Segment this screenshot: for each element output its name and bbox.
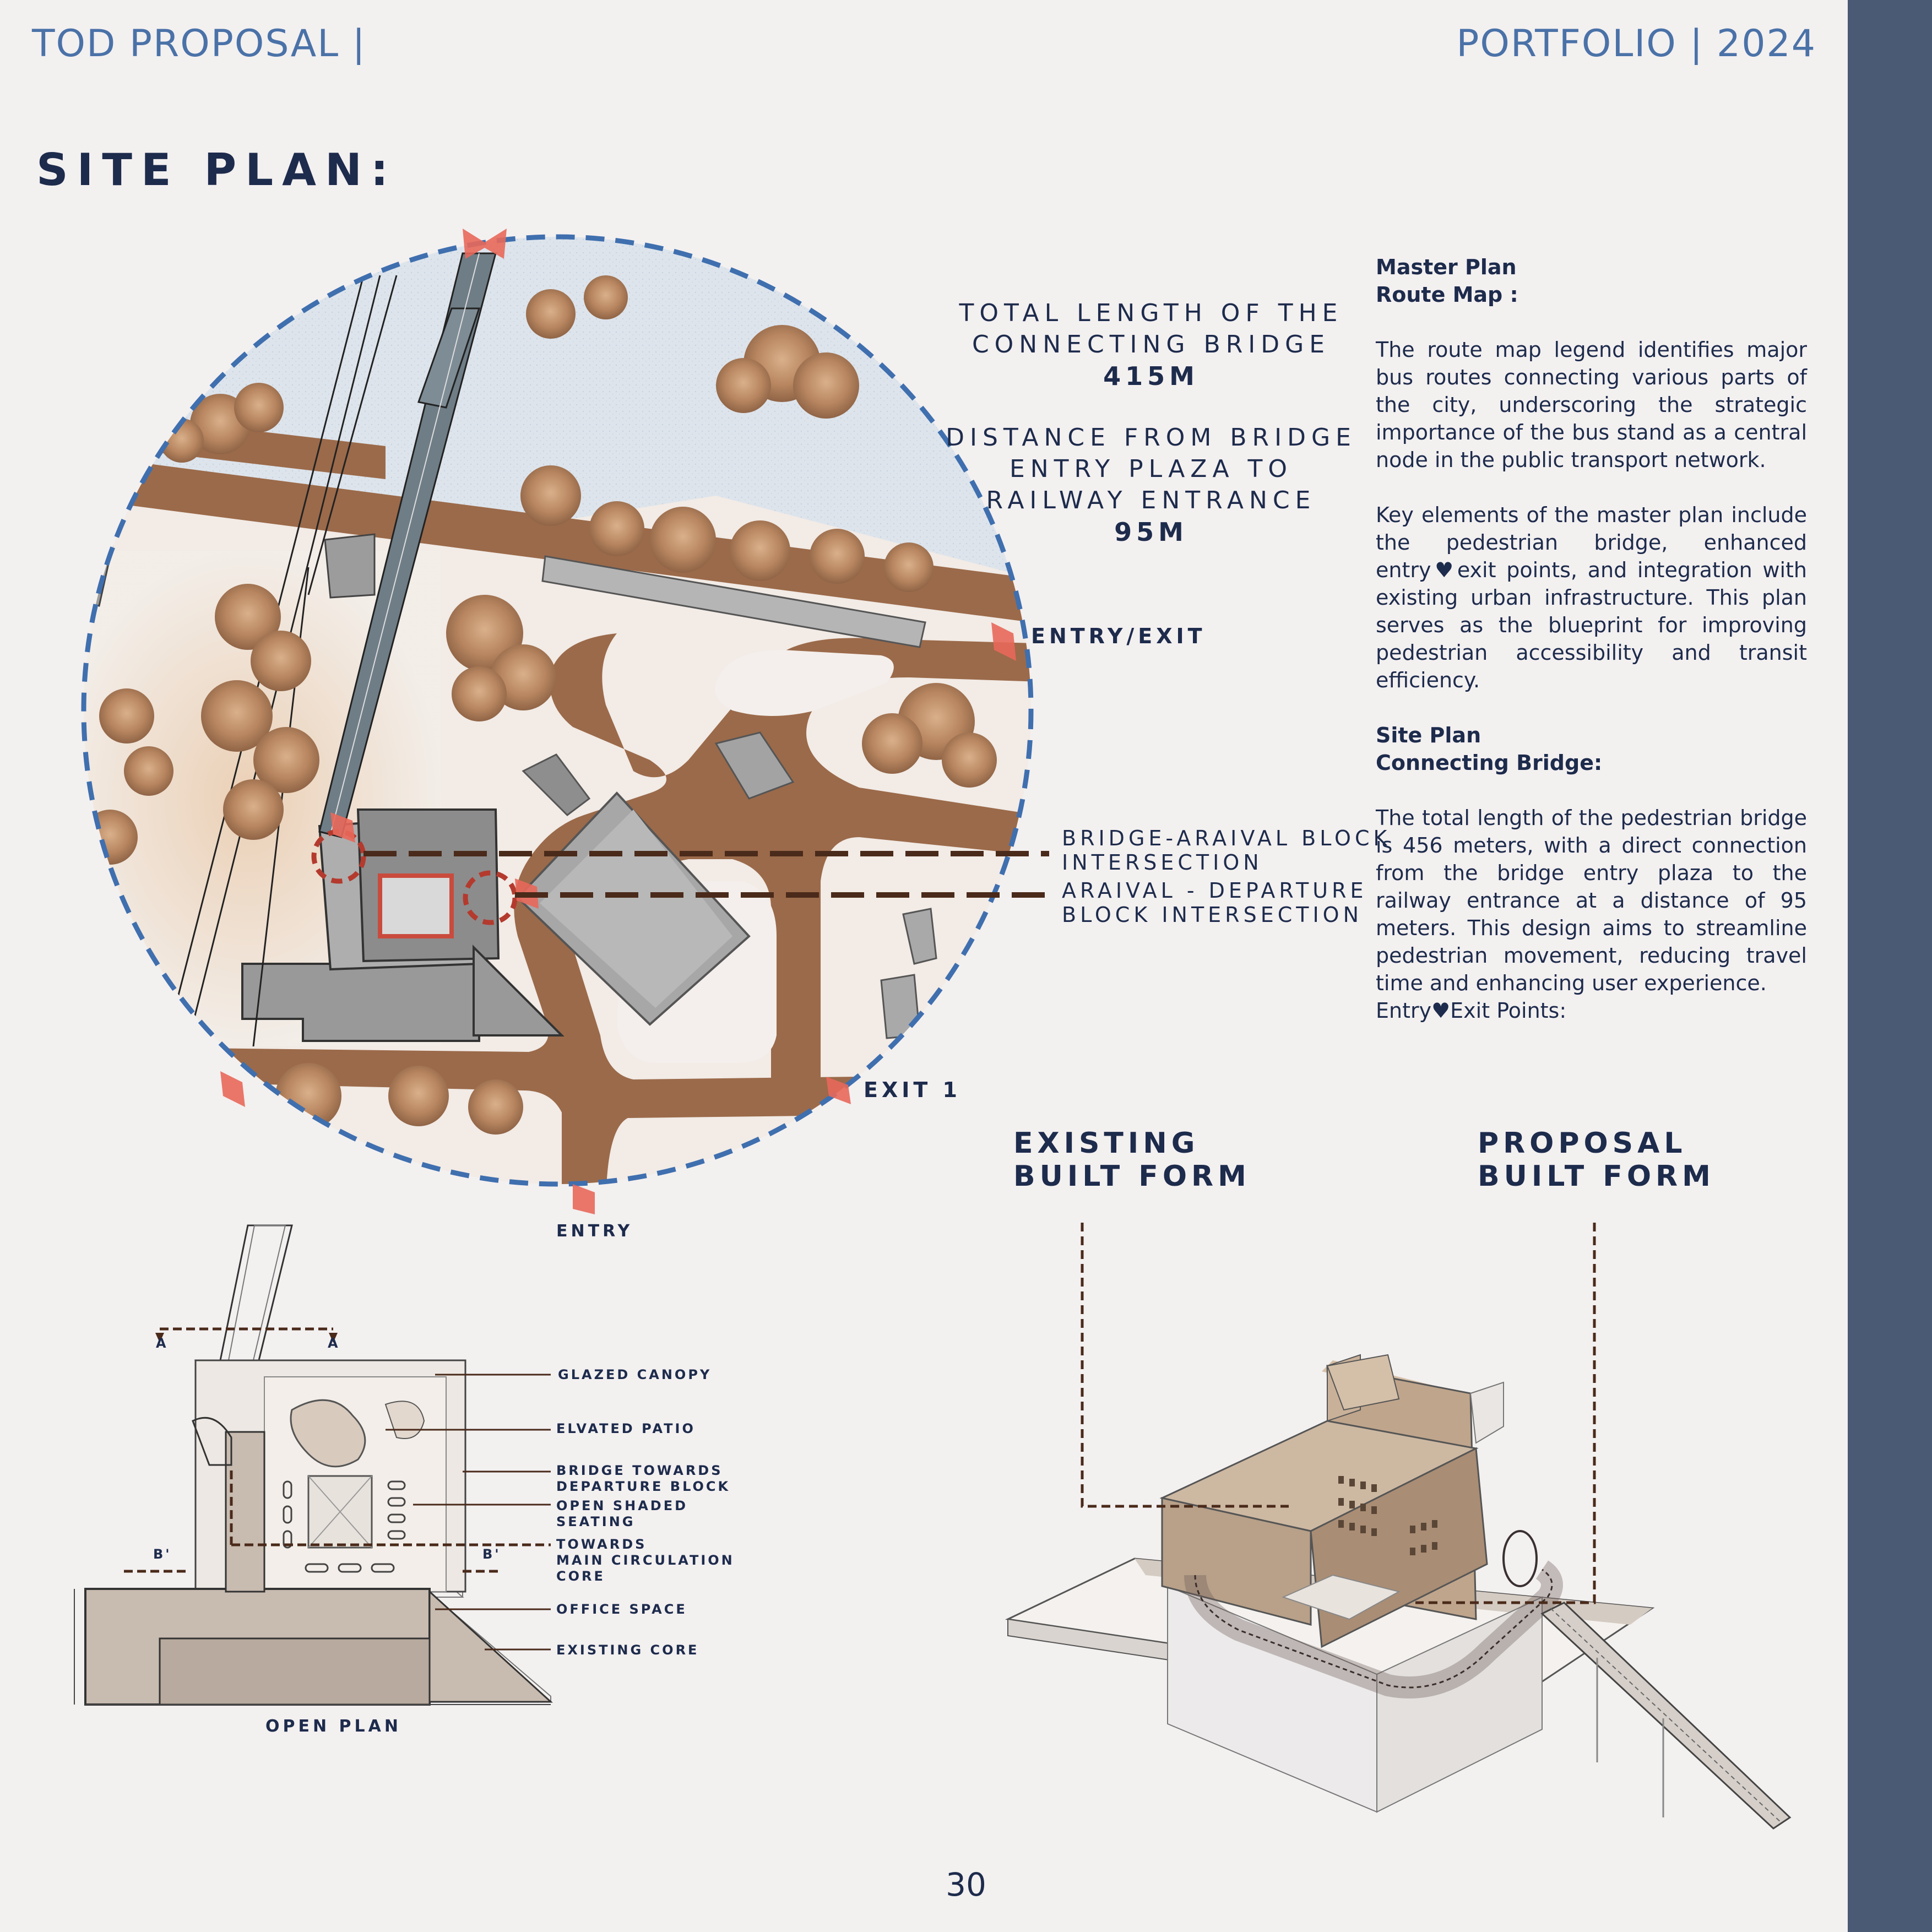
entry-label: ENTRY [556,1222,633,1241]
plan-label-circulation-core: TOWARDS MAIN CIRCULATION CORE [556,1537,735,1584]
section1-paragraph2: Key elements of the master plan include the pedestrian bridge, enhanced entry♥exit points, and integration with existing urban infrastructure. This plan serves as the blueprint for improving pedestrian accessibility and transit efficiency. [1376,503,1807,692]
proposal-built-form-label: PROPOSAL BUILT FORM [1478,1127,1715,1193]
distance-stat [942,422,1360,548]
distance-value: 95M [1114,517,1188,547]
section-marker-a-right: A [328,1336,340,1351]
entry-exit-label: ENTRY/EXIT [1031,624,1206,648]
bridge-length-label: TOTAL LENGTH OF THE CONNECTING BRIDGE [959,299,1343,359]
plan-label-bridge-departure: BRIDGE TOWARDS DEPARTURE BLOCK [556,1463,731,1494]
site-map [55,220,1074,1212]
section2-paragraph1: The total length of the pedestrian bridge is 456 meters, with a direct connection from the bridge entry plaza to the railway entrance at a distance of 95 meters. This design aims to streamline pedestrian movement, reducing travel time and enhancing user experience. [1376,806,1807,995]
section1-title: Master Plan [1376,255,1517,279]
section2-subtitle: Connecting Bridge: [1376,751,1603,775]
exit1-label: EXIT 1 [864,1078,961,1102]
page-number: 30 [946,1866,986,1903]
page-title: SITE PLAN: [36,144,397,196]
bridge-length-stat [942,297,1360,392]
open-plan-drawing [74,1225,551,1705]
existing-built-form-label: EXISTING BUILT FORM [1013,1127,1251,1193]
section2-paragraph2: Entry♥Exit Points: [1376,998,1567,1023]
section-marker-b-left: B' [153,1546,172,1562]
section1-subtitle: Route Map : [1376,283,1518,307]
header-project-title: TOD PROPOSAL | [32,22,366,66]
plan-label-glazed-canopy: GLAZED CANOPY [558,1367,712,1382]
plan-label-office-space: OFFICE SPACE [556,1602,687,1617]
plan-label-elevated-patio: ELVATED PATIO [556,1421,696,1436]
distance-label: DISTANCE FROM BRIDGE ENTRY PLAZA TO RAILWAY ENTRANCE [946,424,1356,514]
plan-caption: OPEN PLAN [265,1717,401,1736]
central-court [380,876,452,936]
axonometric-drawing [1008,1223,1790,1828]
description-panel [1376,253,1807,1024]
plan-label-existing-core: EXISTING CORE [556,1642,699,1658]
section-marker-a-left: A [156,1336,169,1351]
plan-label-shaded-seating: OPEN SHADED SEATING [556,1498,688,1529]
arrival-departure-label: ARAIVAL - DEPARTURE BLOCK INTERSECTION [1062,878,1367,927]
header-portfolio-year: PORTFOLIO | 2024 [1456,22,1816,66]
section-marker-b-right: B' [482,1546,501,1562]
section2-title: Site Plan [1376,723,1481,747]
bridge-intersection-label: BRIDGE-ARAIVAL BLOCK INTERSECTION [1062,826,1391,875]
bridge-length-value: 415M [1103,361,1199,391]
section1-paragraph1: The route map legend identifies major bus routes connecting various parts of the city, underscoring the strategic importance of the bus stand as a central node in the public transport network. [1376,338,1807,472]
